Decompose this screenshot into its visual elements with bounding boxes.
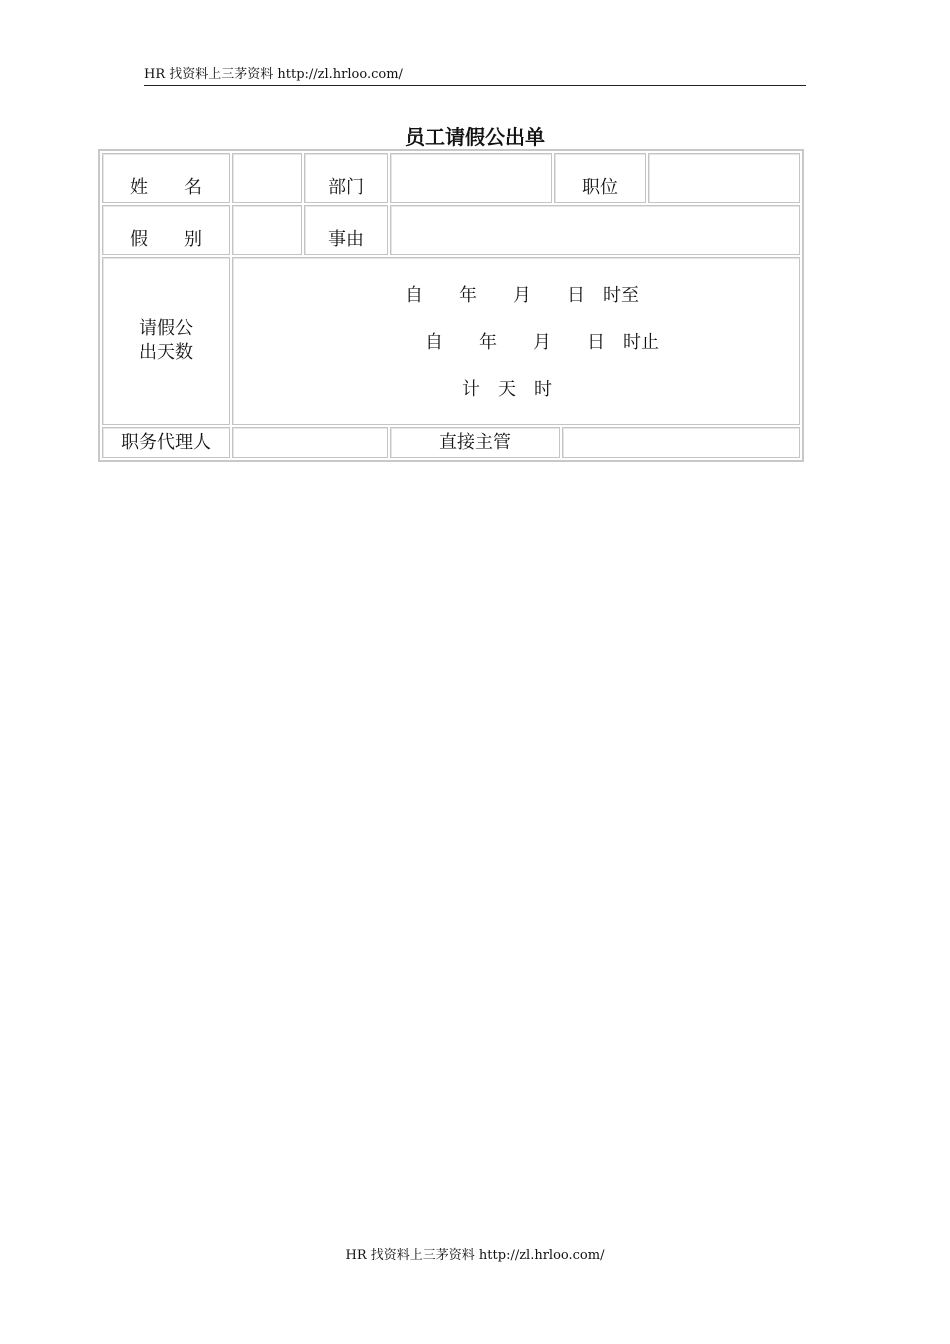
reason-label: 事由 [328,229,364,250]
leave-form-table [98,149,804,462]
name-label: 姓 名 [130,177,202,198]
to-line: 自 年 月 日 时止 [425,332,659,353]
dept-value-cell[interactable] [390,153,552,203]
leave-type-value-cell[interactable] [232,205,302,255]
form-title: 员工请假公出单 [405,125,545,149]
page-header: HR 找资料上三茅资料 http://zl.hrloo.com/ [144,67,403,82]
leave-type-label-cell [102,205,230,255]
dept-label-cell [304,153,388,203]
supervisor-value-cell[interactable] [562,427,800,458]
from-line: 自 年 月 日 时至 [405,285,639,306]
days-label-cell [102,257,230,425]
days-label-line1: 请假公 [139,318,193,339]
position-value-cell[interactable] [648,153,800,203]
position-label-cell [554,153,646,203]
reason-label-cell [304,205,388,255]
name-value-cell[interactable] [232,153,302,203]
agent-label-cell [102,427,230,458]
dept-label: 部门 [328,177,364,198]
supervisor-label: 直接主管 [439,431,511,453]
days-label-line2: 出天数 [139,342,193,363]
agent-value-cell[interactable] [232,427,388,458]
total-line: 计 天 时 [462,379,552,400]
header-rule [144,85,806,86]
days-label [139,317,193,365]
agent-label: 职务代理人 [121,431,211,453]
supervisor-label-cell [390,427,560,458]
reason-value-cell[interactable] [390,205,800,255]
name-label-cell [102,153,230,203]
page-footer: HR 找资料上三茅资料 http://zl.hrloo.com/ [345,1248,605,1263]
days-value-cell[interactable] [232,257,800,425]
position-label: 职位 [582,177,618,198]
leave-type-label: 假 别 [130,229,202,250]
